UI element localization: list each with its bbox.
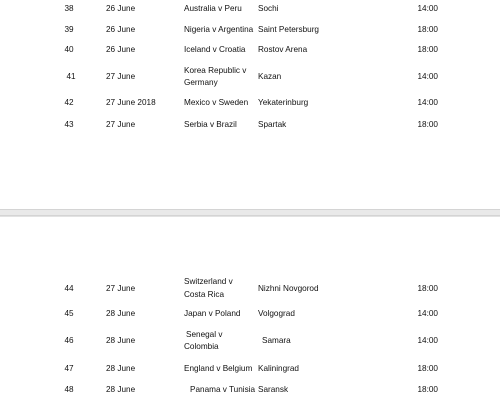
match-number: 48 xyxy=(64,385,74,394)
match-teams-line1: Senegal v xyxy=(186,330,223,339)
match-row-48 xyxy=(0,384,500,406)
match-row-41 xyxy=(0,64,500,92)
match-venue: Saint Petersburg xyxy=(258,25,319,34)
match-number: 38 xyxy=(64,4,74,13)
match-number: 44 xyxy=(64,284,74,293)
document-page-bottom xyxy=(0,216,500,406)
match-time: 14:00 xyxy=(417,98,438,107)
match-row-47 xyxy=(0,363,500,385)
match-date: 28 June xyxy=(106,364,136,373)
match-time: 18:00 xyxy=(417,385,438,394)
match-venue: Rostov Arena xyxy=(258,45,308,54)
match-date: 27 June xyxy=(106,284,136,293)
match-number: 39 xyxy=(64,25,74,34)
match-time: 14:00 xyxy=(417,309,438,318)
match-date: 26 June xyxy=(106,4,136,13)
match-time: 14:00 xyxy=(417,4,438,13)
match-teams: Mexico v Sweden xyxy=(184,98,249,107)
match-teams: Iceland v Croatia xyxy=(184,45,246,54)
match-venue: Nizhni Novgorod xyxy=(258,284,319,293)
match-row-46 xyxy=(0,327,500,355)
match-venue: Saransk xyxy=(258,385,289,394)
match-date: 28 June xyxy=(106,336,136,345)
match-teams-line2: Germany xyxy=(184,78,218,87)
match-teams: Japan v Poland xyxy=(184,309,241,318)
match-row-40 xyxy=(0,44,500,66)
match-row-44 xyxy=(0,275,500,303)
match-teams-line1: Korea Republic v xyxy=(184,66,247,75)
match-teams: Serbia v Brazil xyxy=(184,120,237,129)
match-row-42 xyxy=(0,97,500,119)
match-row-43 xyxy=(0,119,500,141)
match-teams: Panama v Tunisia xyxy=(190,385,256,394)
match-time: 18:00 xyxy=(417,284,438,293)
match-date: 28 June xyxy=(106,385,136,394)
match-time: 18:00 xyxy=(417,45,438,54)
match-teams-line1: Switzerland v xyxy=(184,277,233,286)
match-date: 26 June xyxy=(106,25,136,34)
match-teams: Australia v Peru xyxy=(184,4,242,13)
match-date: 28 June xyxy=(106,309,136,318)
match-number: 41 xyxy=(66,72,76,81)
match-number: 40 xyxy=(64,45,74,54)
match-time: 14:00 xyxy=(417,72,438,81)
match-venue: Sochi xyxy=(258,4,279,13)
match-number: 43 xyxy=(64,120,74,129)
match-number: 42 xyxy=(64,98,74,107)
match-teams: England v Belgium xyxy=(184,364,253,373)
match-date: 26 June xyxy=(106,45,136,54)
match-venue: Kaliningrad xyxy=(258,364,299,373)
match-number: 47 xyxy=(64,364,74,373)
match-time: 18:00 xyxy=(417,364,438,373)
match-teams: Nigeria v Argentina xyxy=(184,25,254,34)
match-number: 45 xyxy=(64,309,74,318)
match-time: 18:00 xyxy=(417,25,438,34)
match-row-38 xyxy=(0,3,500,25)
match-venue: Yekaterinburg xyxy=(258,98,309,107)
match-teams-line2: Costa Rica xyxy=(184,290,225,299)
match-date: 27 June 2018 xyxy=(106,98,156,107)
match-number: 46 xyxy=(64,336,74,345)
match-venue: Volgograd xyxy=(258,309,295,318)
match-time: 14:00 xyxy=(417,336,438,345)
match-venue: Spartak xyxy=(258,120,287,129)
match-venue: Samara xyxy=(262,336,291,345)
match-row-39 xyxy=(0,24,500,46)
page-gap xyxy=(0,209,500,216)
match-venue: Kazan xyxy=(258,72,282,81)
match-date: 27 June xyxy=(106,120,136,129)
match-time: 18:00 xyxy=(417,120,438,129)
match-date: 27 June xyxy=(106,72,136,81)
match-teams-line2: Colombia xyxy=(184,342,219,351)
